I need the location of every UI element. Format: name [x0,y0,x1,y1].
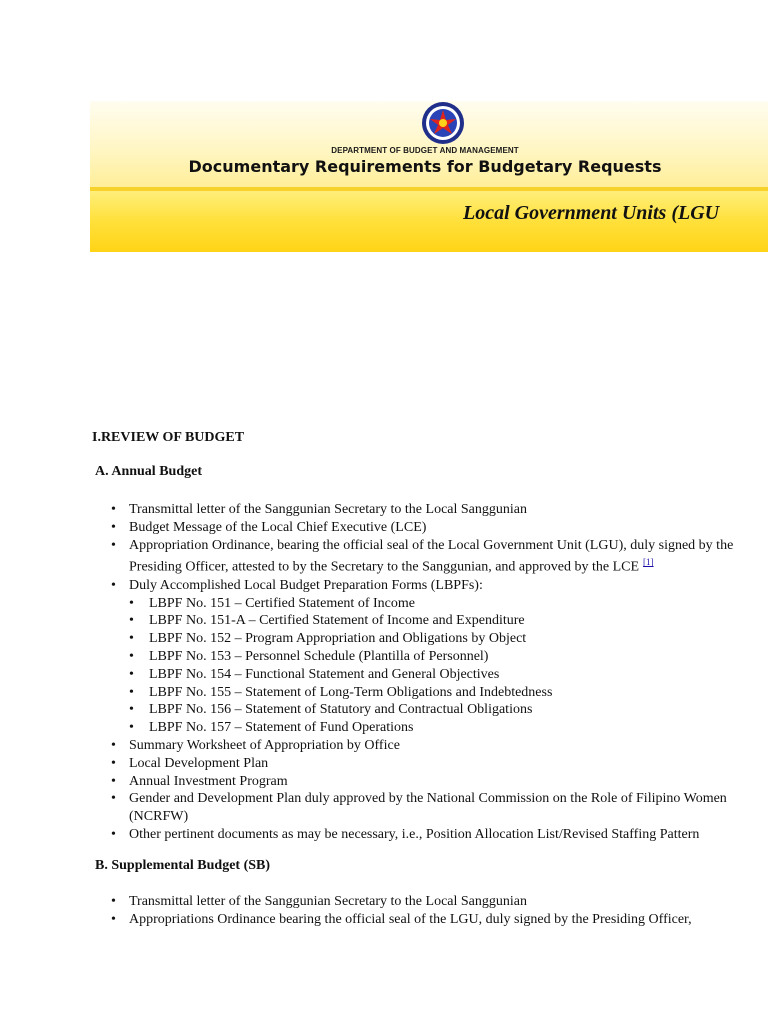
lbpf-item: • LBPF No. 157 – Statement of Fund Operations [129,719,763,737]
annual-budget-list [111,501,763,844]
lbpf-item: • LBPF No. 154 – Functional Statement and General Objectives [129,666,763,684]
lbpf-item: • LBPF No. 156 – Statement of Statutory and Contractual Obligations [129,701,763,719]
dbm-seal-icon [419,101,467,145]
list-item: • Local Development Plan [111,755,763,773]
list-item: • Appropriations Ordinance bearing the official seal of the LGU, duly signed by the Presiding Officer, [111,911,763,929]
list-item: • Transmittal letter of the Sanggunian Secretary to the Local Sanggunian [111,893,763,911]
list-item: • Appropriation Ordinance, bearing the official seal of the Local Government Unit (LGU), duly signed by the Presiding Officer, attested to by the Secretary to the Sanggunian, and approved by the LCE [1] [111,537,763,577]
lbpf-item: • LBPF No. 151-A – Certified Statement of Income and Expenditure [129,612,763,630]
header-banner [90,101,768,252]
list-item: • Annual Investment Program [111,773,763,791]
section-heading: I.REVIEW OF BUDGET [92,430,245,445]
list-item: • Duly Accomplished Local Budget Preparation Forms (LBPFs): • LBPF No. 151 – Certified Statement of Income • LBPF No. 151-A – Certified Statement of Income and Expenditure • LBPF No. 152 – Program Appropriation and Obligations by Object • LBPF No. 153 – Personnel Schedule (Plantilla of Personnel) • LBPF No. 154 – Functional Statement and General Objectives • LBPF No. 155 – Statement of Long-Term Obligations and Indebtedness • LBPF No. 156 – Statement of Statutory and Contractual Obligations • LBPF No. 157 – Statement of Fund Operations [111,577,763,737]
lbpf-item: • LBPF No. 151 – Certified Statement of Income [129,595,763,613]
lbpf-item: • LBPF No. 155 – Statement of Long-Term Obligations and Indebtedness [129,684,763,702]
supplemental-budget-heading: B. Supplemental Budget (SB) [95,858,271,873]
lbpf-list [129,595,763,737]
list-item: • Transmittal letter of the Sanggunian Secretary to the Local Sanggunian [111,501,763,519]
lgu-subtitle: Local Government Units (LGU [463,202,720,224]
list-item: • Summary Worksheet of Appropriation by Office [111,737,763,755]
list-item: • Gender and Development Plan duly approved by the National Commission on the Role of Filipino Women (NCRFW) [111,790,763,826]
annual-budget-heading: A. Annual Budget [95,464,202,479]
document-title: Documentary Requirements for Budgetary Requests [188,157,662,176]
supplemental-budget-list [111,893,763,929]
list-item: • Other pertinent documents as may be necessary, i.e., Position Allocation List/Revised Staffing Pattern [111,826,763,844]
lbpf-item: • LBPF No. 153 – Personnel Schedule (Plantilla of Personnel) [129,648,763,666]
lbpf-item: • LBPF No. 152 – Program Appropriation and Obligations by Object [129,630,763,648]
department-name: DEPARTMENT OF BUDGET AND MANAGEMENT [331,146,519,155]
list-item: • Budget Message of the Local Chief Executive (LCE) [111,519,763,537]
footnote-link[interactable]: [1] [643,557,654,568]
